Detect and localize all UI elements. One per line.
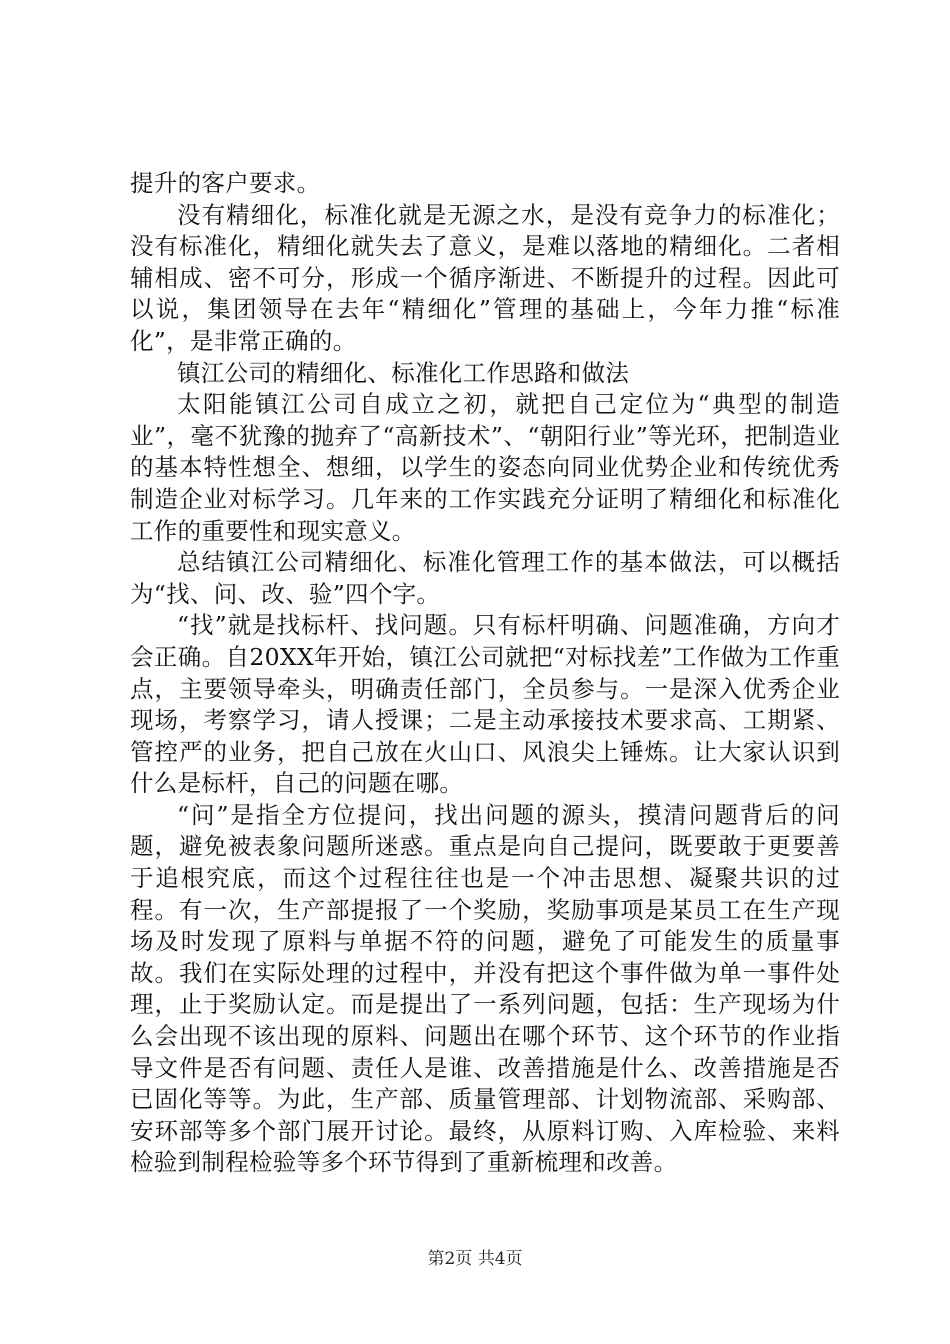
page-number-footer: 第2页 共4页 [427,1249,523,1269]
paragraph: “问”是指全方位提问，找出问题的源头，摸清问题背后的问题，避免被表象问题所迷惑。重点是向自己提问，既要敢于更要善于追根究底，而这个过程往往也是一个冲击思想、凝聚共识的过程。有一次，生产部提报了一个奖励，奖励事项是某员工在生产现场及时发现了原料与单据不符的问题，避免了可能发生的质量事故。我们在实际处理的过程中，并没有把这个事件做为单一事件处理，止于奖励认定。而是提出了一系列问题，包括：生产现场为什么会出现不该出现的原料、问题出在哪个环节、这个环节的作业指导文件是否有问题、责任人是谁、改善措施是什么、改善措施是否已固化等等。为此，生产部、质量管理部、计划物流部、采购部、安环部等多个部门展开讨论。最终，从原料订购、入库检验、来料检验到制程检验等多个环节得到了重新梳理和改善。 [130,800,840,1177]
paragraph: “找”就是找标杆、找问题。只有标杆明确、问题准确，方向才会正确。自20XX年开始，镇江公司就把“对标找差”工作做为工作重点，主要领导牵头，明确责任部门，全员参与。一是深入优秀企业现场，考察学习，请人授课；二是主动承接技术要求高、工期紧、管控严的业务，把自己放在火山口、风浪尖上锤炼。让大家认识到什么是标杆，自己的问题在哪。 [130,611,840,798]
paragraph: 太阳能镇江公司自成立之初，就把自己定位为“典型的制造业”，毫不犹豫的抛弃了“高新技术”、“朝阳行业”等光环，把制造业的基本特性想全、想细，以学生的姿态向同业优势企业和传统优秀制造企业对标学习。几年来的工作实践充分证明了精细化和标准化工作的重要性和现实意义。 [130,390,840,545]
paragraph: 提升的客户要求。 [130,169,321,197]
section-heading: 镇江公司的精细化、标准化工作思路和做法 [177,358,630,387]
paragraph: 总结镇江公司精细化、标准化管理工作的基本做法，可以概括为“找、问、改、验”四个字。 [130,548,840,608]
paragraph: 没有精细化，标准化就是无源之水，是没有竞争力的标准化；没有标准化，精细化就失去了意义，是难以落地的精细化。二者相辅相成、密不可分，形成一个循序渐进、不断提升的过程。因此可以说，集团领导在去年“精细化”管理的基础上，今年力推“标准化”，是非常正确的。 [130,200,840,355]
document-body [130,168,840,1179]
